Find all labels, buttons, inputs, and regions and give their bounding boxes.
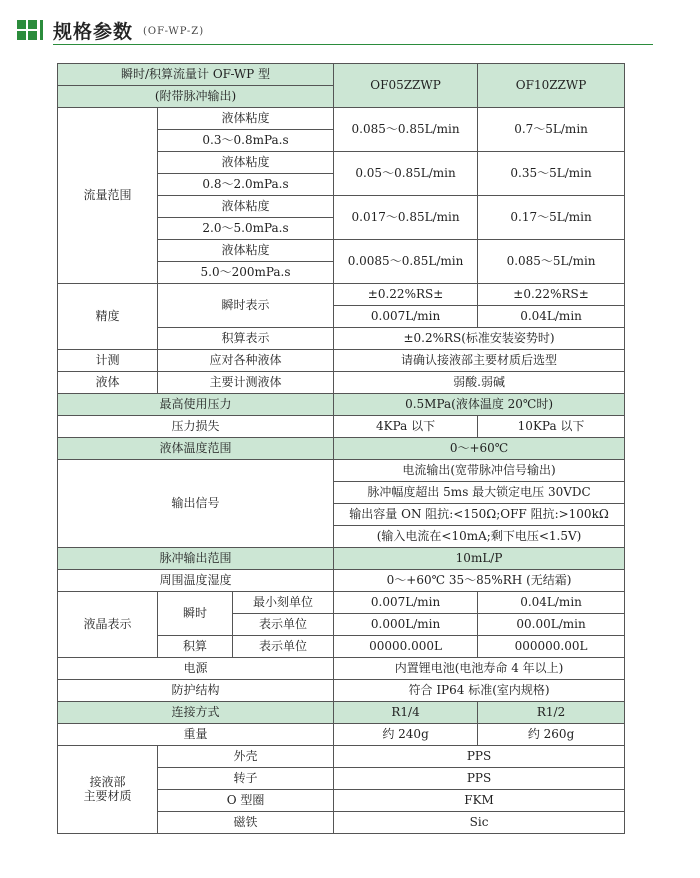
pressure-loss-b: 10KPa 以下 bbox=[478, 416, 625, 438]
wetted-part-1: 转子 bbox=[158, 768, 334, 790]
viscosity-label: 液体粘度 bbox=[158, 152, 334, 174]
wetted-material-1: PPS bbox=[334, 768, 625, 790]
power-value: 内置锂电池(电池寿命 4 年以上) bbox=[334, 658, 625, 680]
page-header bbox=[17, 14, 653, 46]
measured-liquid-sub-1: 应对各种液体 bbox=[158, 350, 334, 372]
wetted-label-1: 接液部 bbox=[89, 775, 126, 790]
measured-liquid-label-1: 计测 bbox=[58, 350, 158, 372]
measured-liquid-sub-2: 主要计测液体 bbox=[158, 372, 334, 394]
weight-label: 重量 bbox=[58, 724, 334, 746]
lcd-min-a: 0.007L/min bbox=[334, 592, 478, 614]
weight-b: 约 260g bbox=[478, 724, 625, 746]
measured-liquid-val-2: 弱酸.弱碱 bbox=[334, 372, 625, 394]
lcd-total-a: 00000.000L bbox=[334, 636, 478, 658]
ambient-value: 0～+60℃ 35～85%RH (无结霜) bbox=[334, 570, 625, 592]
flow-b-2: 0.17～5L/min bbox=[478, 196, 625, 240]
lcd-min-unit-label: 最小刻单位 bbox=[233, 592, 334, 614]
accuracy-label: 精度 bbox=[58, 284, 158, 350]
page-title: 规格参数 bbox=[53, 21, 134, 43]
lcd-disp-a: 0.000L/min bbox=[334, 614, 478, 636]
protection-value: 符合 IP64 标准(室内规格) bbox=[334, 680, 625, 702]
flow-b-3: 0.085～5L/min bbox=[478, 240, 625, 284]
viscosity-range-3: 5.0～200mPa.s bbox=[158, 262, 334, 284]
table-title: 瞬时/积算流量计 OF-WP 型 bbox=[58, 64, 334, 86]
lcd-min-b: 0.04L/min bbox=[478, 592, 625, 614]
connection-b: R1/2 bbox=[478, 702, 625, 724]
viscosity-label: 液体粘度 bbox=[158, 108, 334, 130]
wetted-label-2: 主要材质 bbox=[83, 788, 132, 803]
wetted-material-2: FKM bbox=[334, 790, 625, 812]
output-signal-line-1: 脉冲幅度超出 5ms 最大锁定电压 30VDC bbox=[334, 482, 625, 504]
liquid-temp-label: 液体温度范围 bbox=[58, 438, 334, 460]
measured-liquid-val-1: 请确认接液部主要材质后选型 bbox=[334, 350, 625, 372]
accuracy-instant-b-2: 0.04L/min bbox=[478, 306, 625, 328]
flow-b-1: 0.35～5L/min bbox=[478, 152, 625, 196]
power-label: 电源 bbox=[58, 658, 334, 680]
lcd-disp-unit-label: 表示单位 bbox=[233, 614, 334, 636]
weight-a: 约 240g bbox=[334, 724, 478, 746]
pressure-loss-a: 4KPa 以下 bbox=[334, 416, 478, 438]
output-signal-line-2: 输出容量 ON 阻抗:<150Ω;OFF 阻抗:>100kΩ bbox=[334, 504, 625, 526]
viscosity-label: 液体粘度 bbox=[158, 196, 334, 218]
accuracy-instant-a-2: 0.007L/min bbox=[334, 306, 478, 328]
header-rule bbox=[53, 44, 653, 45]
connection-label: 连接方式 bbox=[58, 702, 334, 724]
spec-table bbox=[57, 63, 625, 834]
lcd-total-unit-label: 表示单位 bbox=[233, 636, 334, 658]
flow-b-0: 0.7～5L/min bbox=[478, 108, 625, 152]
accuracy-total-value: ±0.2%RS(标准安装姿势时) bbox=[334, 328, 625, 350]
protection-label: 防护结构 bbox=[58, 680, 334, 702]
wetted-part-3: 磁铁 bbox=[158, 812, 334, 834]
table-subtitle: (附带脉冲输出) bbox=[58, 86, 334, 108]
viscosity-label: 液体粘度 bbox=[158, 240, 334, 262]
page-subtitle: (OF-WP-Z) bbox=[143, 26, 205, 37]
wetted-part-2: O 型圈 bbox=[158, 790, 334, 812]
model-b-header: OF10ZZWP bbox=[478, 64, 625, 108]
max-pressure-value: 0.5MPa(液体温度 20℃时) bbox=[334, 394, 625, 416]
model-a-header: OF05ZZWP bbox=[334, 64, 478, 108]
flow-a-2: 0.017～0.85L/min bbox=[334, 196, 478, 240]
output-signal-line-3: (输入电流在<10mA;剩下电压<1.5V) bbox=[334, 526, 625, 548]
accuracy-total-label: 积算表示 bbox=[158, 328, 334, 350]
wetted-part-0: 外壳 bbox=[158, 746, 334, 768]
viscosity-range-2: 2.0～5.0mPa.s bbox=[158, 218, 334, 240]
accuracy-instant-label: 瞬时表示 bbox=[158, 284, 334, 328]
viscosity-range-0: 0.3～0.8mPa.s bbox=[158, 130, 334, 152]
pressure-loss-label: 压力损失 bbox=[58, 416, 334, 438]
flow-range-label: 流量范围 bbox=[58, 108, 158, 284]
lcd-disp-b: 00.00L/min bbox=[478, 614, 625, 636]
flow-a-1: 0.05～0.85L/min bbox=[334, 152, 478, 196]
connection-a: R1/4 bbox=[334, 702, 478, 724]
lcd-total-b: 000000.00L bbox=[478, 636, 625, 658]
output-signal-label: 输出信号 bbox=[58, 460, 334, 548]
wetted-material-0: PPS bbox=[334, 746, 625, 768]
wetted-material-3: Sic bbox=[334, 812, 625, 834]
lcd-total-label: 积算 bbox=[158, 636, 233, 658]
wetted-label bbox=[58, 746, 158, 834]
output-signal-line-0: 电流输出(宽带脉冲信号输出) bbox=[334, 460, 625, 482]
ambient-label: 周围温度湿度 bbox=[58, 570, 334, 592]
logo-icon bbox=[17, 20, 43, 40]
pulse-range-value: 10mL/P bbox=[334, 548, 625, 570]
accuracy-instant-b-1: ±0.22%RS± bbox=[478, 284, 625, 306]
max-pressure-label: 最高使用压力 bbox=[58, 394, 334, 416]
lcd-instant-label: 瞬时 bbox=[158, 592, 233, 636]
lcd-label: 液晶表示 bbox=[58, 592, 158, 658]
accuracy-instant-a-1: ±0.22%RS± bbox=[334, 284, 478, 306]
measured-liquid-label-2: 液体 bbox=[58, 372, 158, 394]
flow-a-0: 0.085～0.85L/min bbox=[334, 108, 478, 152]
liquid-temp-value: 0～+60℃ bbox=[334, 438, 625, 460]
pulse-range-label: 脉冲输出范围 bbox=[58, 548, 334, 570]
flow-a-3: 0.0085～0.85L/min bbox=[334, 240, 478, 284]
viscosity-range-1: 0.8～2.0mPa.s bbox=[158, 174, 334, 196]
